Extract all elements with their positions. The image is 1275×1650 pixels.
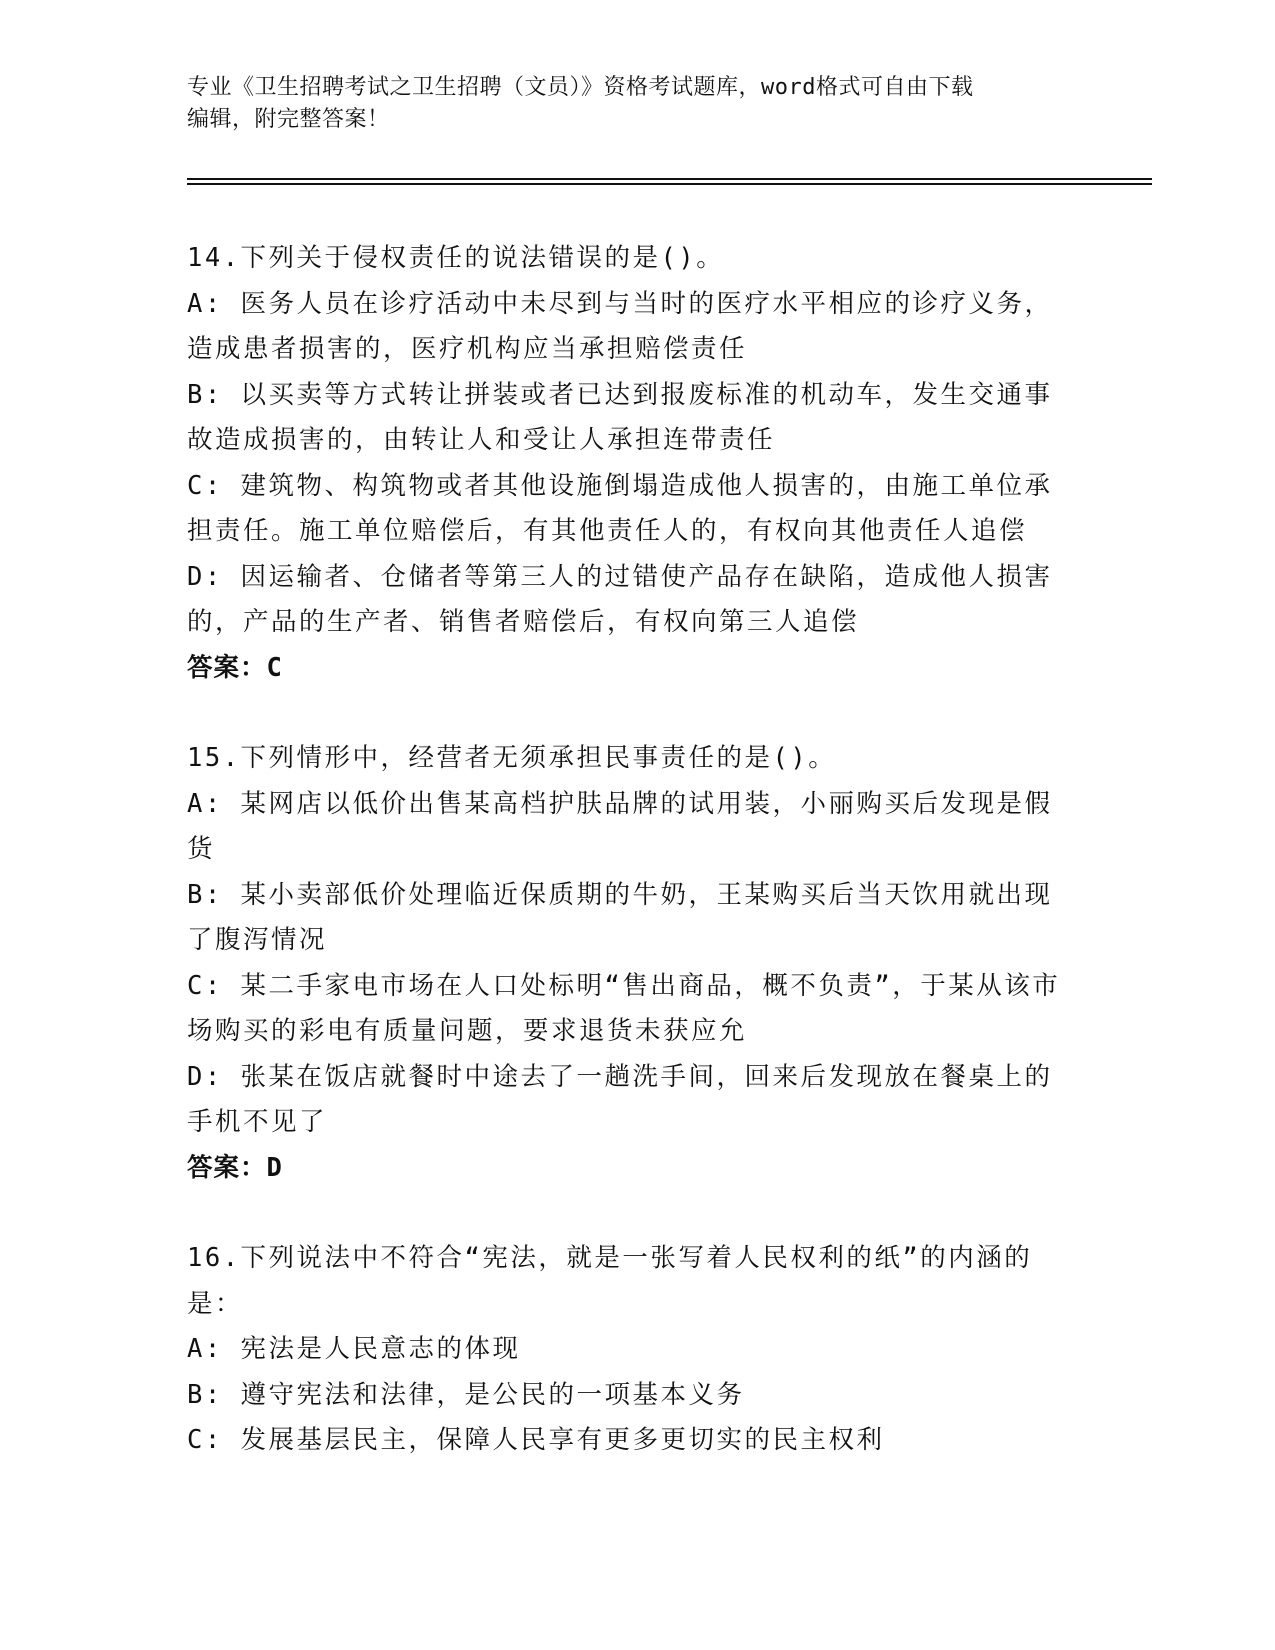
option-a: A: 医务人员在诊疗活动中未尽到与当时的医疗水平相应的诊疗义务，造成患者损害的，医疗机构应当承担赔偿责任 <box>187 288 1053 364</box>
option-d: D: 张某在饭店就餐时中途去了一趟洗手间，回来后发现放在餐桌上的手机不见了 <box>187 1061 1053 1137</box>
question-list <box>187 236 1067 1509</box>
document-header <box>187 72 1067 136</box>
header-title-line1: 专业《卫生招聘考试之卫生招聘（文员）》资格考试题库，word格式可自由下载 <box>187 75 974 100</box>
question-stem: 15.下列情形中，经营者无须承担民事责任的是()。 <box>187 743 837 773</box>
header-title-line2: 编辑，附完整答案！ <box>187 107 390 132</box>
question-stem: 14.下列关于侵权责任的说法错误的是()。 <box>187 243 725 273</box>
answer-label: 答案：C <box>187 652 283 683</box>
question-14 <box>187 236 1067 691</box>
question-15 <box>187 736 1067 1191</box>
header-divider-bottom <box>187 183 1152 185</box>
option-c: C: 建筑物、构筑物或者其他设施倒塌造成他人损害的，由施工单位承担责任。施工单位赔偿后，有其他责任人的，有权向其他责任人追偿 <box>187 470 1053 546</box>
answer-label: 答案：D <box>187 1152 283 1183</box>
option-a: A: 某网店以低价出售某高档护肤品牌的试用装，小丽购买后发现是假货 <box>187 788 1053 864</box>
option-d: D: 因运输者、仓储者等第三人的过错使产品存在缺陷，造成他人损害的，产品的生产者、销售者赔偿后，有权向第三人追偿 <box>187 561 1053 637</box>
option-b: B: 遵守宪法和法律，是公民的一项基本义务 <box>187 1379 745 1410</box>
option-b: B: 某小卖部低价处理临近保质期的牛奶，王某购买后当天饮用就出现了腹泻情况 <box>187 879 1053 955</box>
question-stem: 16.下列说法中不符合“宪法，就是一张写着人民权利的纸”的内涵的是： <box>187 1243 1033 1319</box>
option-c: C: 某二手家电市场在人口处标明“售出商品，概不负责”，于某从该市场购买的彩电有质量问题，要求退货未获应允 <box>187 970 1061 1046</box>
option-b: B: 以买卖等方式转让拼装或者已达到报废标准的机动车，发生交通事故造成损害的，由转让人和受让人承担连带责任 <box>187 379 1053 455</box>
header-divider-top <box>187 178 1152 180</box>
option-a: A: 宪法是人民意志的体现 <box>187 1334 521 1364</box>
question-16 <box>187 1236 1067 1464</box>
option-c: C: 发展基层民主，保障人民享有更多更切实的民主权利 <box>187 1425 885 1455</box>
